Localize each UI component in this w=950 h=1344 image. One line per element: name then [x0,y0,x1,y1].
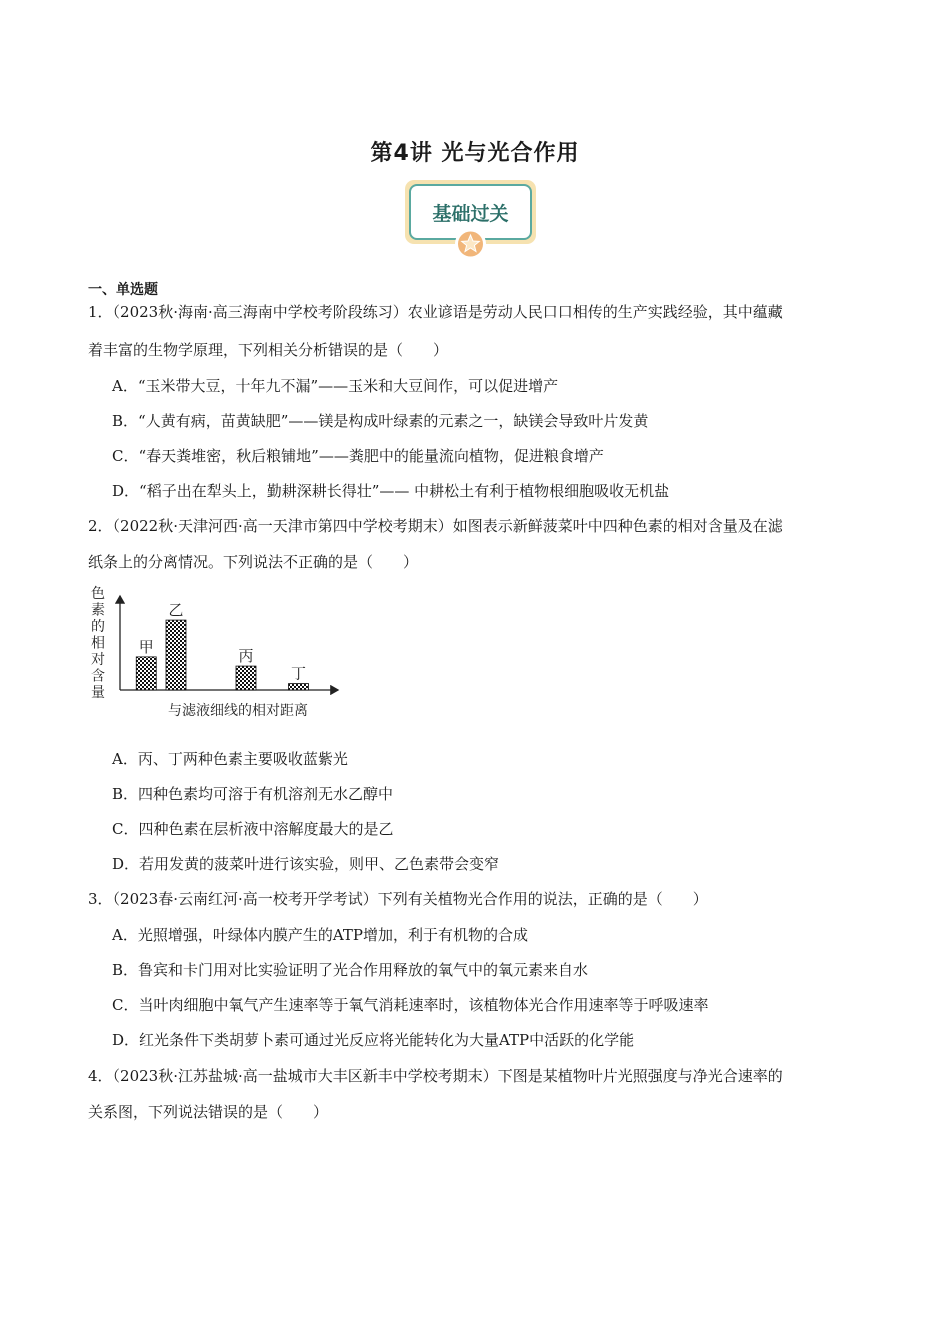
question-2-line-1: 2．（2022秋·天津河西·高一天津市第四中学校考期末）如图表示新鲜菠菜叶中四种色素的相对含量及在滤 [88,517,783,535]
badge-emblem [401,178,540,260]
bar-label-1: 甲 [138,637,154,656]
y-axis-label-char: 含 [91,668,105,685]
y-axis-label-char: 的 [91,619,105,635]
question-2-option-c: C．四种色素在层析液中溶解度最大的是乙 [112,820,394,838]
question-3-option-c: C．当叶肉细胞中氧气产生速率等于氧气消耗速率时，该植物体光合作用速率等于呼吸速率 [112,996,709,1014]
question-1-option-c: C．“春天粪堆密，秋后粮铺地”——粪肥中的能量流向植物，促进粮食增产 [112,447,604,465]
bar-3 [236,666,256,690]
question-1-line-2: 着丰富的生物学原理，下列相关分析错误的是（ ） [88,341,449,359]
y-axis-label-char: 量 [91,685,105,701]
x-axis-label: 与滤液细线的相对距离 [168,703,308,719]
pigment-bar-chart [86,582,348,722]
question-2-option-b: B．四种色素均可溶于有机溶剂无水乙醇中 [112,785,394,803]
question-1-option-b: B．“人黄有病，苗黄缺肥”——镁是构成叶绿素的元素之一，缺镁会导致叶片发黄 [112,412,649,430]
bar-4 [289,684,309,690]
question-1-option-a: A．“玉米带大豆，十年九不漏”——玉米和大豆间作，可以促进增产 [112,377,559,395]
question-3-option-b: B．鲁宾和卡门用对比实验证明了光合作用释放的氧气中的氧元素来自水 [112,961,589,979]
bar-label-4: 丁 [290,664,307,683]
page-title: 第4讲 光与光合作用 [370,141,580,166]
question-3-option-d: D．红光条件下类胡萝卜素可通过光反应将光能转化为大量ATP中活跃的化学能 [112,1031,635,1049]
question-2-line-2: 纸条上的分离情况。下列说法不正确的是（ ） [88,553,419,571]
question-2-option-d: D．若用发黄的菠菜叶进行该实验，则甲、乙色素带会变窄 [112,855,500,873]
bar-label-2: 乙 [168,601,184,620]
question-3-option-a: A．光照增强，叶绿体内膜产生的ATP增加，利于有机物的合成 [112,926,528,944]
bar-2 [166,620,186,690]
question-4-line-1: 4．（2023秋·江苏盐城·高一盐城市大丰区新丰中学校考期末）下图是某植物叶片光照强度与净光合速率的 [88,1067,783,1085]
bar-label-3: 丙 [238,647,254,666]
bar-1 [136,657,156,690]
badge-label: 基础过关 [432,203,509,225]
question-1-option-d: D．“稻子出在犁头上，勤耕深耕长得壮”—— 中耕松土有利于植物根细胞吸收无机盐 [112,482,670,500]
y-axis-label-char: 素 [91,602,105,619]
section-title: 一、单选题 [88,282,158,298]
question-3-line-1: 3．（2023春·云南红河·高一校考开学考试）下列有关植物光合作用的说法，正确的是（ ） [88,890,708,908]
y-axis-label [91,586,105,701]
question-1-line-1: 1．（2023秋·海南·高三海南中学校考阶段练习）农业谚语是劳动人民口口相传的生产实践经验，其中蕴藏 [88,303,783,321]
question-2-option-a: A．丙、丁两种色素主要吸收蓝紫光 [112,750,348,768]
y-axis-label-char: 色 [91,586,105,602]
question-4-line-2: 关系图，下列说法错误的是（ ） [88,1103,329,1121]
y-axis-label-char: 相 [91,635,105,652]
y-axis-label-char: 对 [91,652,105,668]
